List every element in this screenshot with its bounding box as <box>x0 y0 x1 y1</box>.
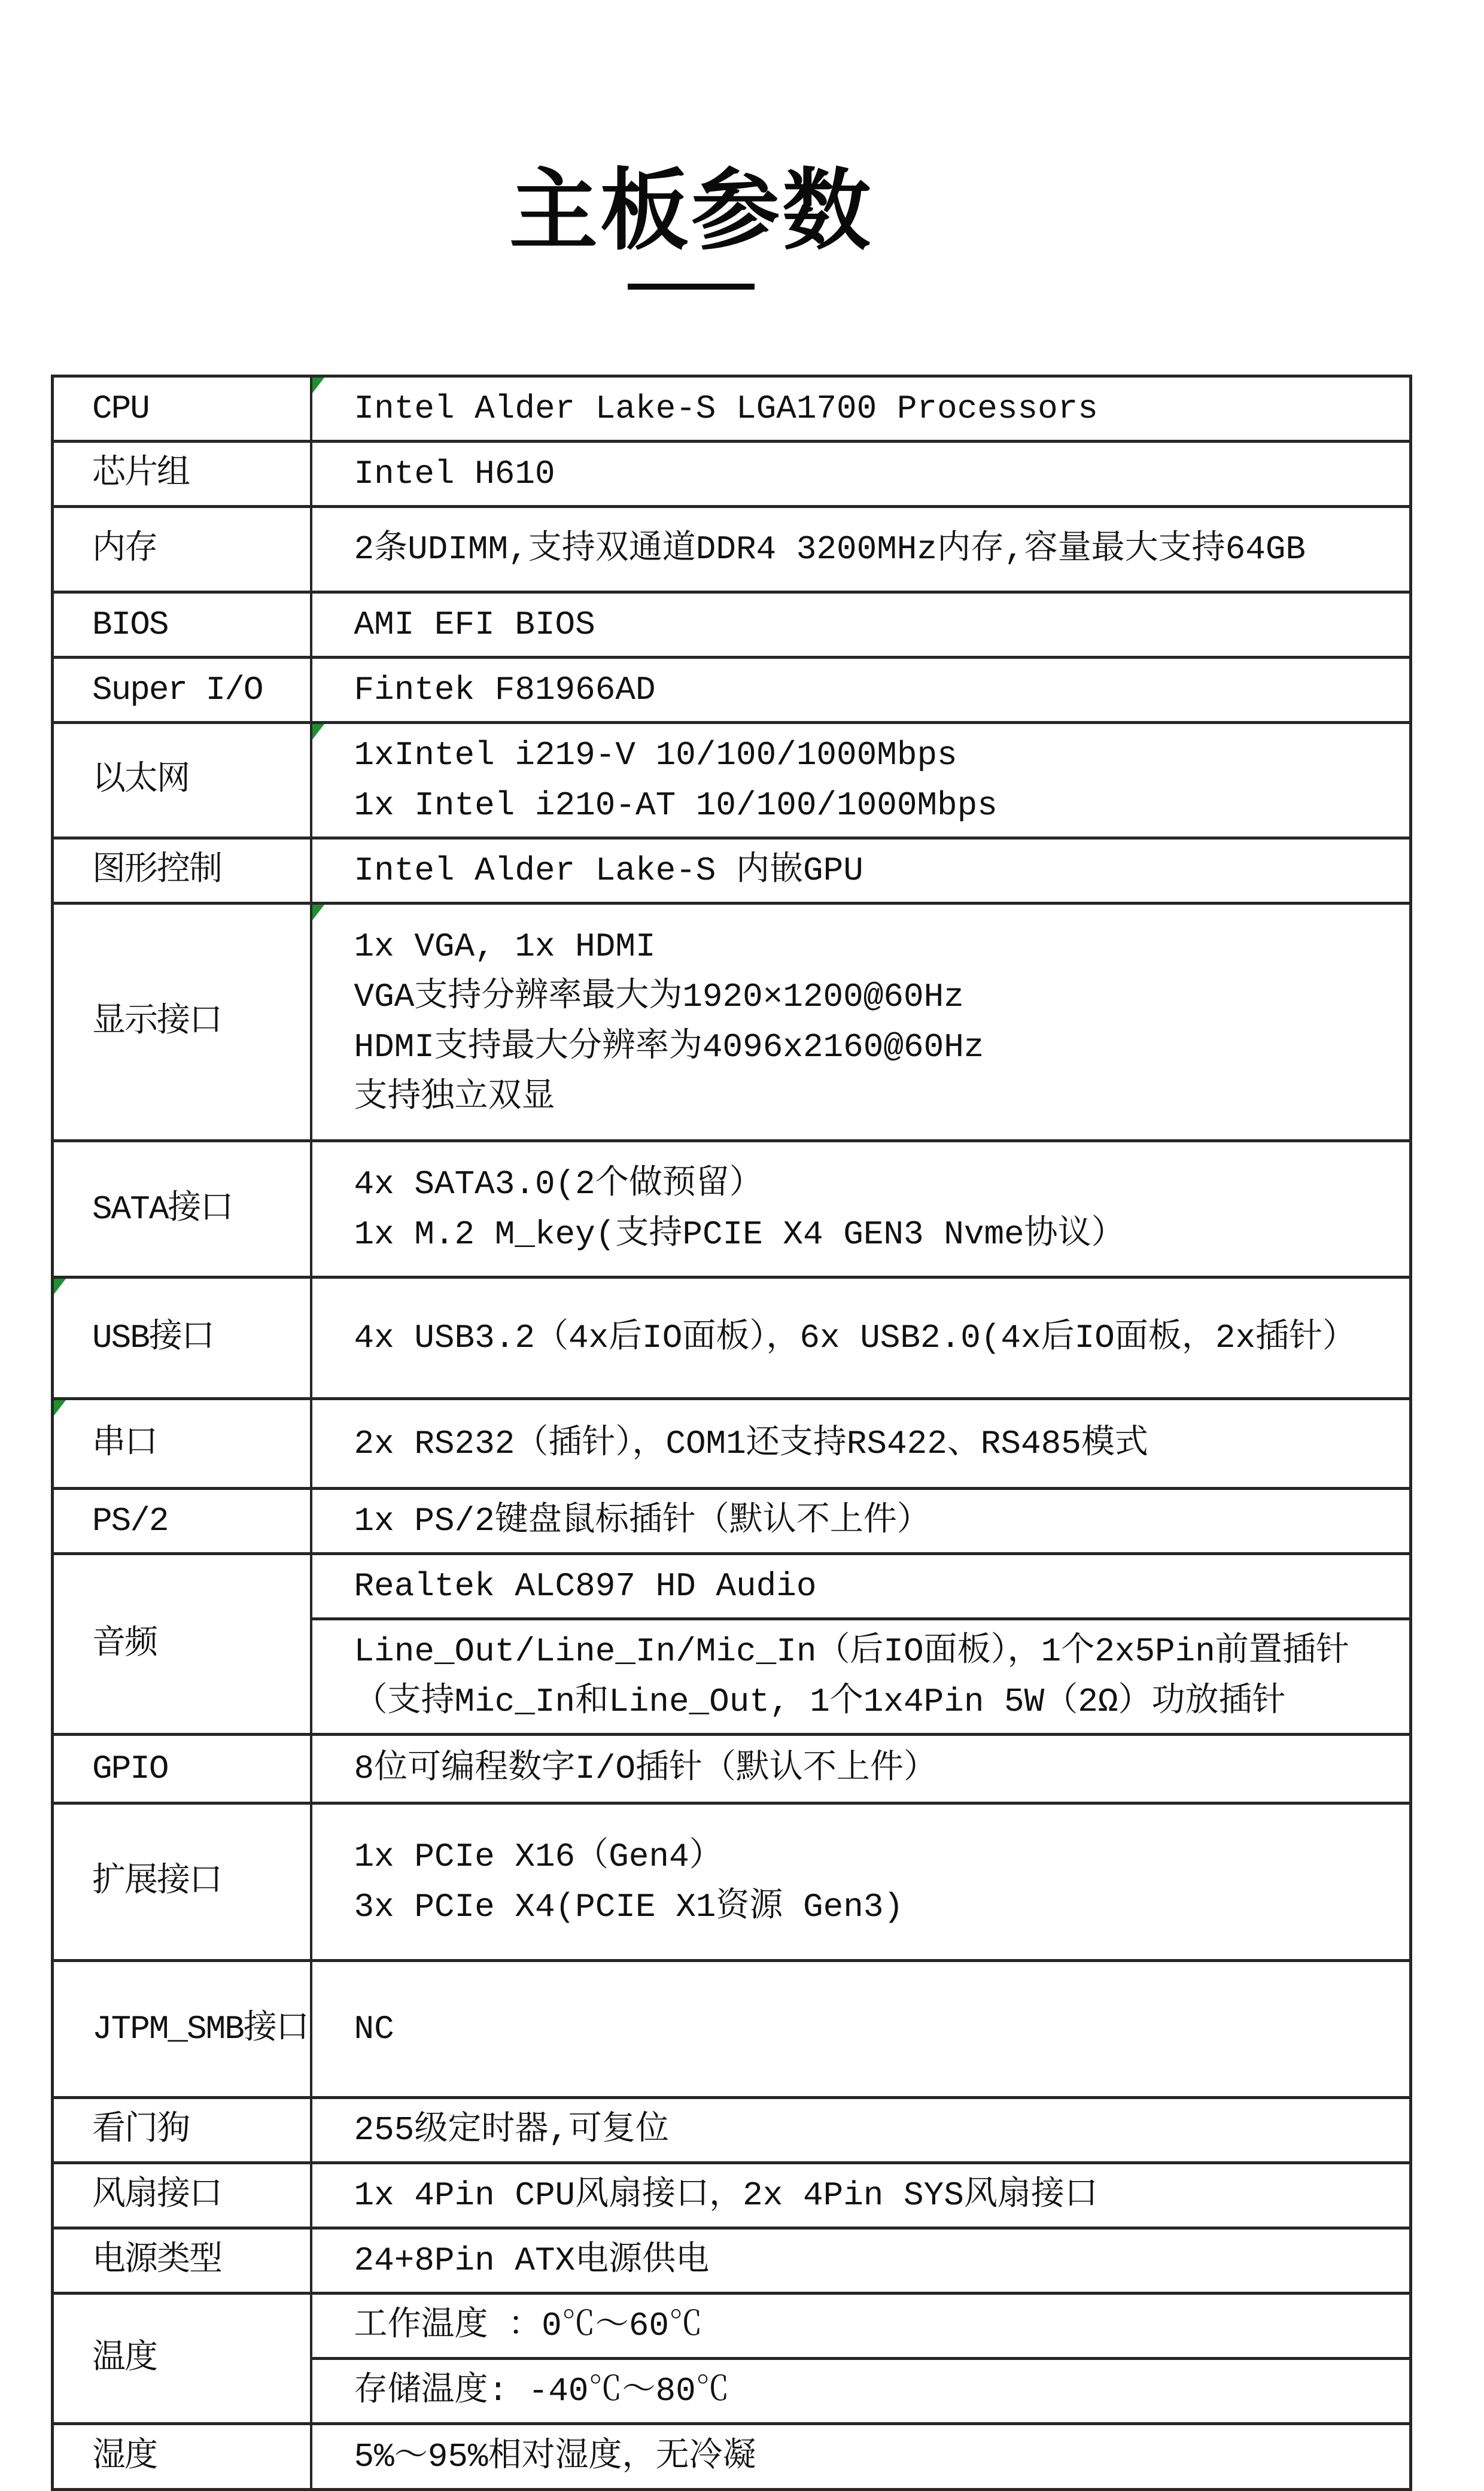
value-line: 1x Intel i210-AT 10/100/1000Mbps <box>354 786 998 825</box>
row-label: PS/2 <box>53 1489 311 1554</box>
row-label: 以太网 <box>53 723 311 838</box>
row-value <box>311 658 1411 723</box>
value-line: 4x SATA3.0(2个做预留） <box>354 1164 763 1203</box>
value-line: 1x VGA, 1x HDMI <box>354 927 656 966</box>
row-value <box>311 442 1411 507</box>
row-value <box>311 1141 1411 1278</box>
value-line: 4x USB3.2（4x后IO面板），6x USB2.0(4x后IO面板，2x插针） <box>354 1319 1357 1357</box>
row-value <box>311 1803 1411 1961</box>
row-label: Super I/O <box>53 658 311 723</box>
value-line: 1x 4Pin CPU风扇接口，2x 4Pin SYS风扇接口 <box>354 2176 1098 2215</box>
value-line: Line_Out/Line_In/Mic_In（后IO面板），1个2x5Pin前置插针（支持Mic_In和Line_Out, 1个1x4Pin 5W（2Ω）功放插针 <box>354 1632 1349 1721</box>
row-value <box>311 2098 1411 2163</box>
row-label: SATA接口 <box>53 1141 311 1278</box>
comment-marker-icon <box>312 378 324 393</box>
value-line: Fintek F81966AD <box>354 671 656 709</box>
table-row <box>53 904 1411 1141</box>
value-line: 支持独立双显 <box>354 1078 555 1117</box>
table-row <box>53 2163 1411 2228</box>
table-row <box>53 1735 1411 1803</box>
row-label: 芯片组 <box>53 442 311 507</box>
title-underline <box>628 284 755 290</box>
value-line: 5%～95%相对湿度，无冷凝 <box>354 2437 756 2476</box>
value-line: Realtek ALC897 HD Audio <box>354 1567 817 1605</box>
value-line: 3x PCIe X4(PCIE X1资源 Gen3) <box>354 1888 904 1926</box>
value-line: Intel Alder Lake-S LGA1700 Processors <box>354 390 1098 428</box>
row-value <box>311 1489 1411 1554</box>
table-row <box>53 838 1411 904</box>
row-value <box>311 838 1411 904</box>
table-row <box>53 1278 1411 1399</box>
table-row <box>53 2424 1411 2490</box>
row-value <box>311 592 1411 658</box>
table-row <box>53 723 1411 838</box>
row-value <box>311 507 1411 592</box>
table-row <box>53 2228 1411 2294</box>
table-row <box>53 658 1411 723</box>
row-value <box>311 2294 1411 2359</box>
value-line: 1x PS/2键盘鼠标插针（默认不上件） <box>354 1502 930 1540</box>
row-label: 温度 <box>53 2294 311 2424</box>
row-label: 湿度 <box>53 2424 311 2490</box>
value-line: AMI EFI BIOS <box>354 606 595 644</box>
row-value <box>311 1399 1411 1489</box>
row-label: GPIO <box>53 1735 311 1803</box>
row-label-text: 串口 <box>92 1424 157 1463</box>
row-value <box>311 2424 1411 2490</box>
row-label: 显示接口 <box>53 904 311 1141</box>
page-title-block <box>509 162 873 290</box>
row-label: 图形控制 <box>53 838 311 904</box>
table-row <box>53 2098 1411 2163</box>
value-line: 存储温度: -40℃～80℃ <box>354 2372 729 2410</box>
row-label: 扩展接口 <box>53 1803 311 1961</box>
value-line: 1x PCIe X16（Gen4） <box>354 1838 723 1876</box>
row-label: 电源类型 <box>53 2228 311 2294</box>
comment-marker-icon <box>312 905 324 920</box>
table-row <box>53 1803 1411 1961</box>
value-line: Intel Alder Lake-S 内嵌GPU <box>354 851 863 890</box>
row-value <box>311 2228 1411 2294</box>
table-row <box>53 1141 1411 1278</box>
page-title: 主板参数 <box>509 162 873 260</box>
table-row <box>53 442 1411 507</box>
value-line: 2条UDIMM,支持双通道DDR4 3200MHz内存,容量最大支持64GB <box>354 530 1306 568</box>
row-value <box>311 376 1411 442</box>
row-label <box>53 1278 311 1399</box>
row-label <box>53 1399 311 1489</box>
value-line: 24+8Pin ATX电源供电 <box>354 2241 710 2280</box>
comment-marker-icon <box>54 1279 66 1294</box>
row-value <box>311 1554 1411 1619</box>
value-line: VGA支持分辨率最大为1920×1200@60Hz <box>354 978 964 1016</box>
row-label: BIOS <box>53 592 311 658</box>
table-row <box>53 507 1411 592</box>
value-line: NC <box>354 2010 394 2048</box>
comment-marker-icon <box>54 1400 66 1416</box>
spec-sheet-page <box>0 162 1484 2476</box>
table-row <box>53 1554 1411 1619</box>
table-row <box>53 376 1411 442</box>
value-line: 8位可编程数字I/O插针（默认不上件） <box>354 1750 937 1788</box>
spec-table <box>51 375 1412 2491</box>
value-line: 1x M.2 M_key(支持PCIE X4 GEN3 Nvme协议） <box>354 1215 1125 1254</box>
comment-marker-icon <box>312 724 324 740</box>
row-label: 风扇接口 <box>53 2163 311 2228</box>
row-label: 音频 <box>53 1554 311 1735</box>
row-value <box>311 1961 1411 2098</box>
value-line: HDMI支持最大分辨率为4096x2160@60Hz <box>354 1028 984 1066</box>
row-label: 看门狗 <box>53 2098 311 2163</box>
row-value <box>311 904 1411 1141</box>
row-value <box>311 723 1411 838</box>
value-line: 255级定时器,可复位 <box>354 2111 669 2149</box>
row-value <box>311 2359 1411 2424</box>
table-row <box>53 1399 1411 1489</box>
row-label: JTPM_SMB接口 <box>53 1961 311 2098</box>
row-value <box>311 1278 1411 1399</box>
table-row <box>53 1961 1411 2098</box>
row-label-text: USB接口 <box>92 1319 214 1357</box>
value-line: Intel H610 <box>354 455 555 493</box>
table-row <box>53 2294 1411 2359</box>
row-value <box>311 1735 1411 1803</box>
row-value <box>311 2163 1411 2228</box>
table-row <box>53 592 1411 658</box>
row-label: 内存 <box>53 507 311 592</box>
value-line: 工作温度 ：0℃～60℃ <box>354 2307 703 2345</box>
table-row <box>53 1489 1411 1554</box>
row-value <box>311 1619 1411 1735</box>
value-line: 1xIntel i219-V 10/100/1000Mbps <box>354 736 957 774</box>
row-label: CPU <box>53 376 311 442</box>
value-line: 2x RS232（插针），COM1还支持RS422、RS485模式 <box>354 1424 1148 1463</box>
